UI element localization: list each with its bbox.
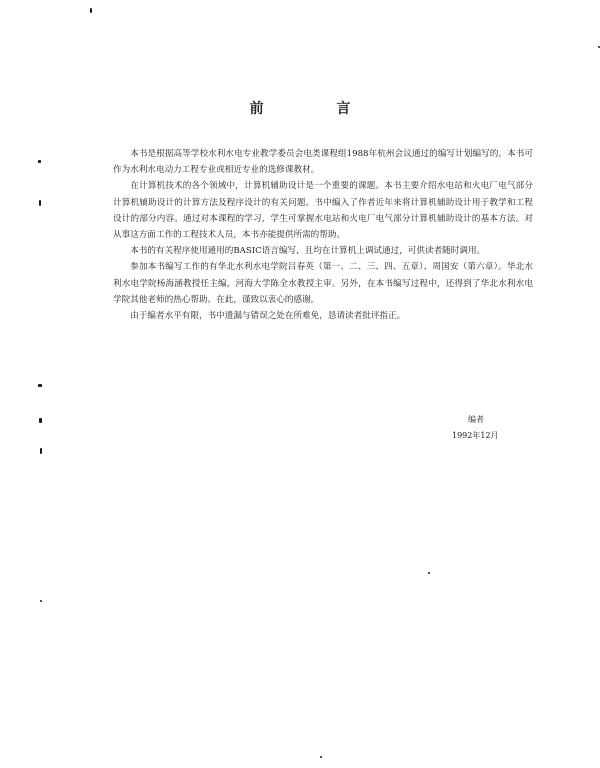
scan-speck: [90, 8, 92, 13]
author-line: 编者: [468, 415, 484, 424]
paragraph-5: 由于编者水平有限，书中遗漏与错误之处在所难免，恳请读者批评指正。: [130, 311, 406, 322]
scan-speck: [38, 160, 41, 163]
scan-speck: [38, 384, 42, 387]
scan-speck: [39, 418, 42, 423]
scan-speck: [40, 448, 42, 454]
scan-speck: [320, 756, 322, 758]
paragraph-4: 参加本书编写工作的有华北水利水电学院吕春英（第一、二、三、四、五章）、周国安（第六章）。华北水利水电学院杨海涵教授任主编，河海大学陈全水教授主审。另外，在本书编写过程中，还得到了华北水利水电学院其他老师的热心帮助。在此，谨致以衷心的感谢。: [113, 262, 533, 305]
page-title: 前 言: [249, 101, 385, 117]
preface-body: [113, 146, 533, 324]
date-line: 1992年12月: [452, 431, 499, 440]
signature-block: [452, 412, 542, 444]
paragraph-3: 本书的有关程序使用通用的BASIC语言编写，且均在计算机上调试通过，可供读者随时调用。: [130, 246, 486, 257]
paragraph-1: 本书是根据高等学校水利水电专业教学委员会电类课程组1988年杭州会议通过的编写计划编写的。本书可作为水利水电动力工程专业或相近专业的选修课教材。: [113, 149, 533, 176]
scan-speck: [40, 600, 42, 602]
scan-speck: [428, 572, 430, 574]
paragraph-2: 在计算机技术的各个领域中，计算机辅助设计是一个重要的课题。本书主要介绍水电站和火电厂电气部分计算机辅助设计的计算方法及程序设计的有关问题。书中编入了作者近年来将计算机辅助设计用于教学和工程设计的部分内容。通过对本课程的学习，学生可掌握水电站和火电厂电气部分计算机辅助设计的基本方法。对从事这方面工作的工程技术人员，本书亦能提供所需的帮助。: [113, 181, 533, 241]
scan-speck: [39, 200, 41, 206]
